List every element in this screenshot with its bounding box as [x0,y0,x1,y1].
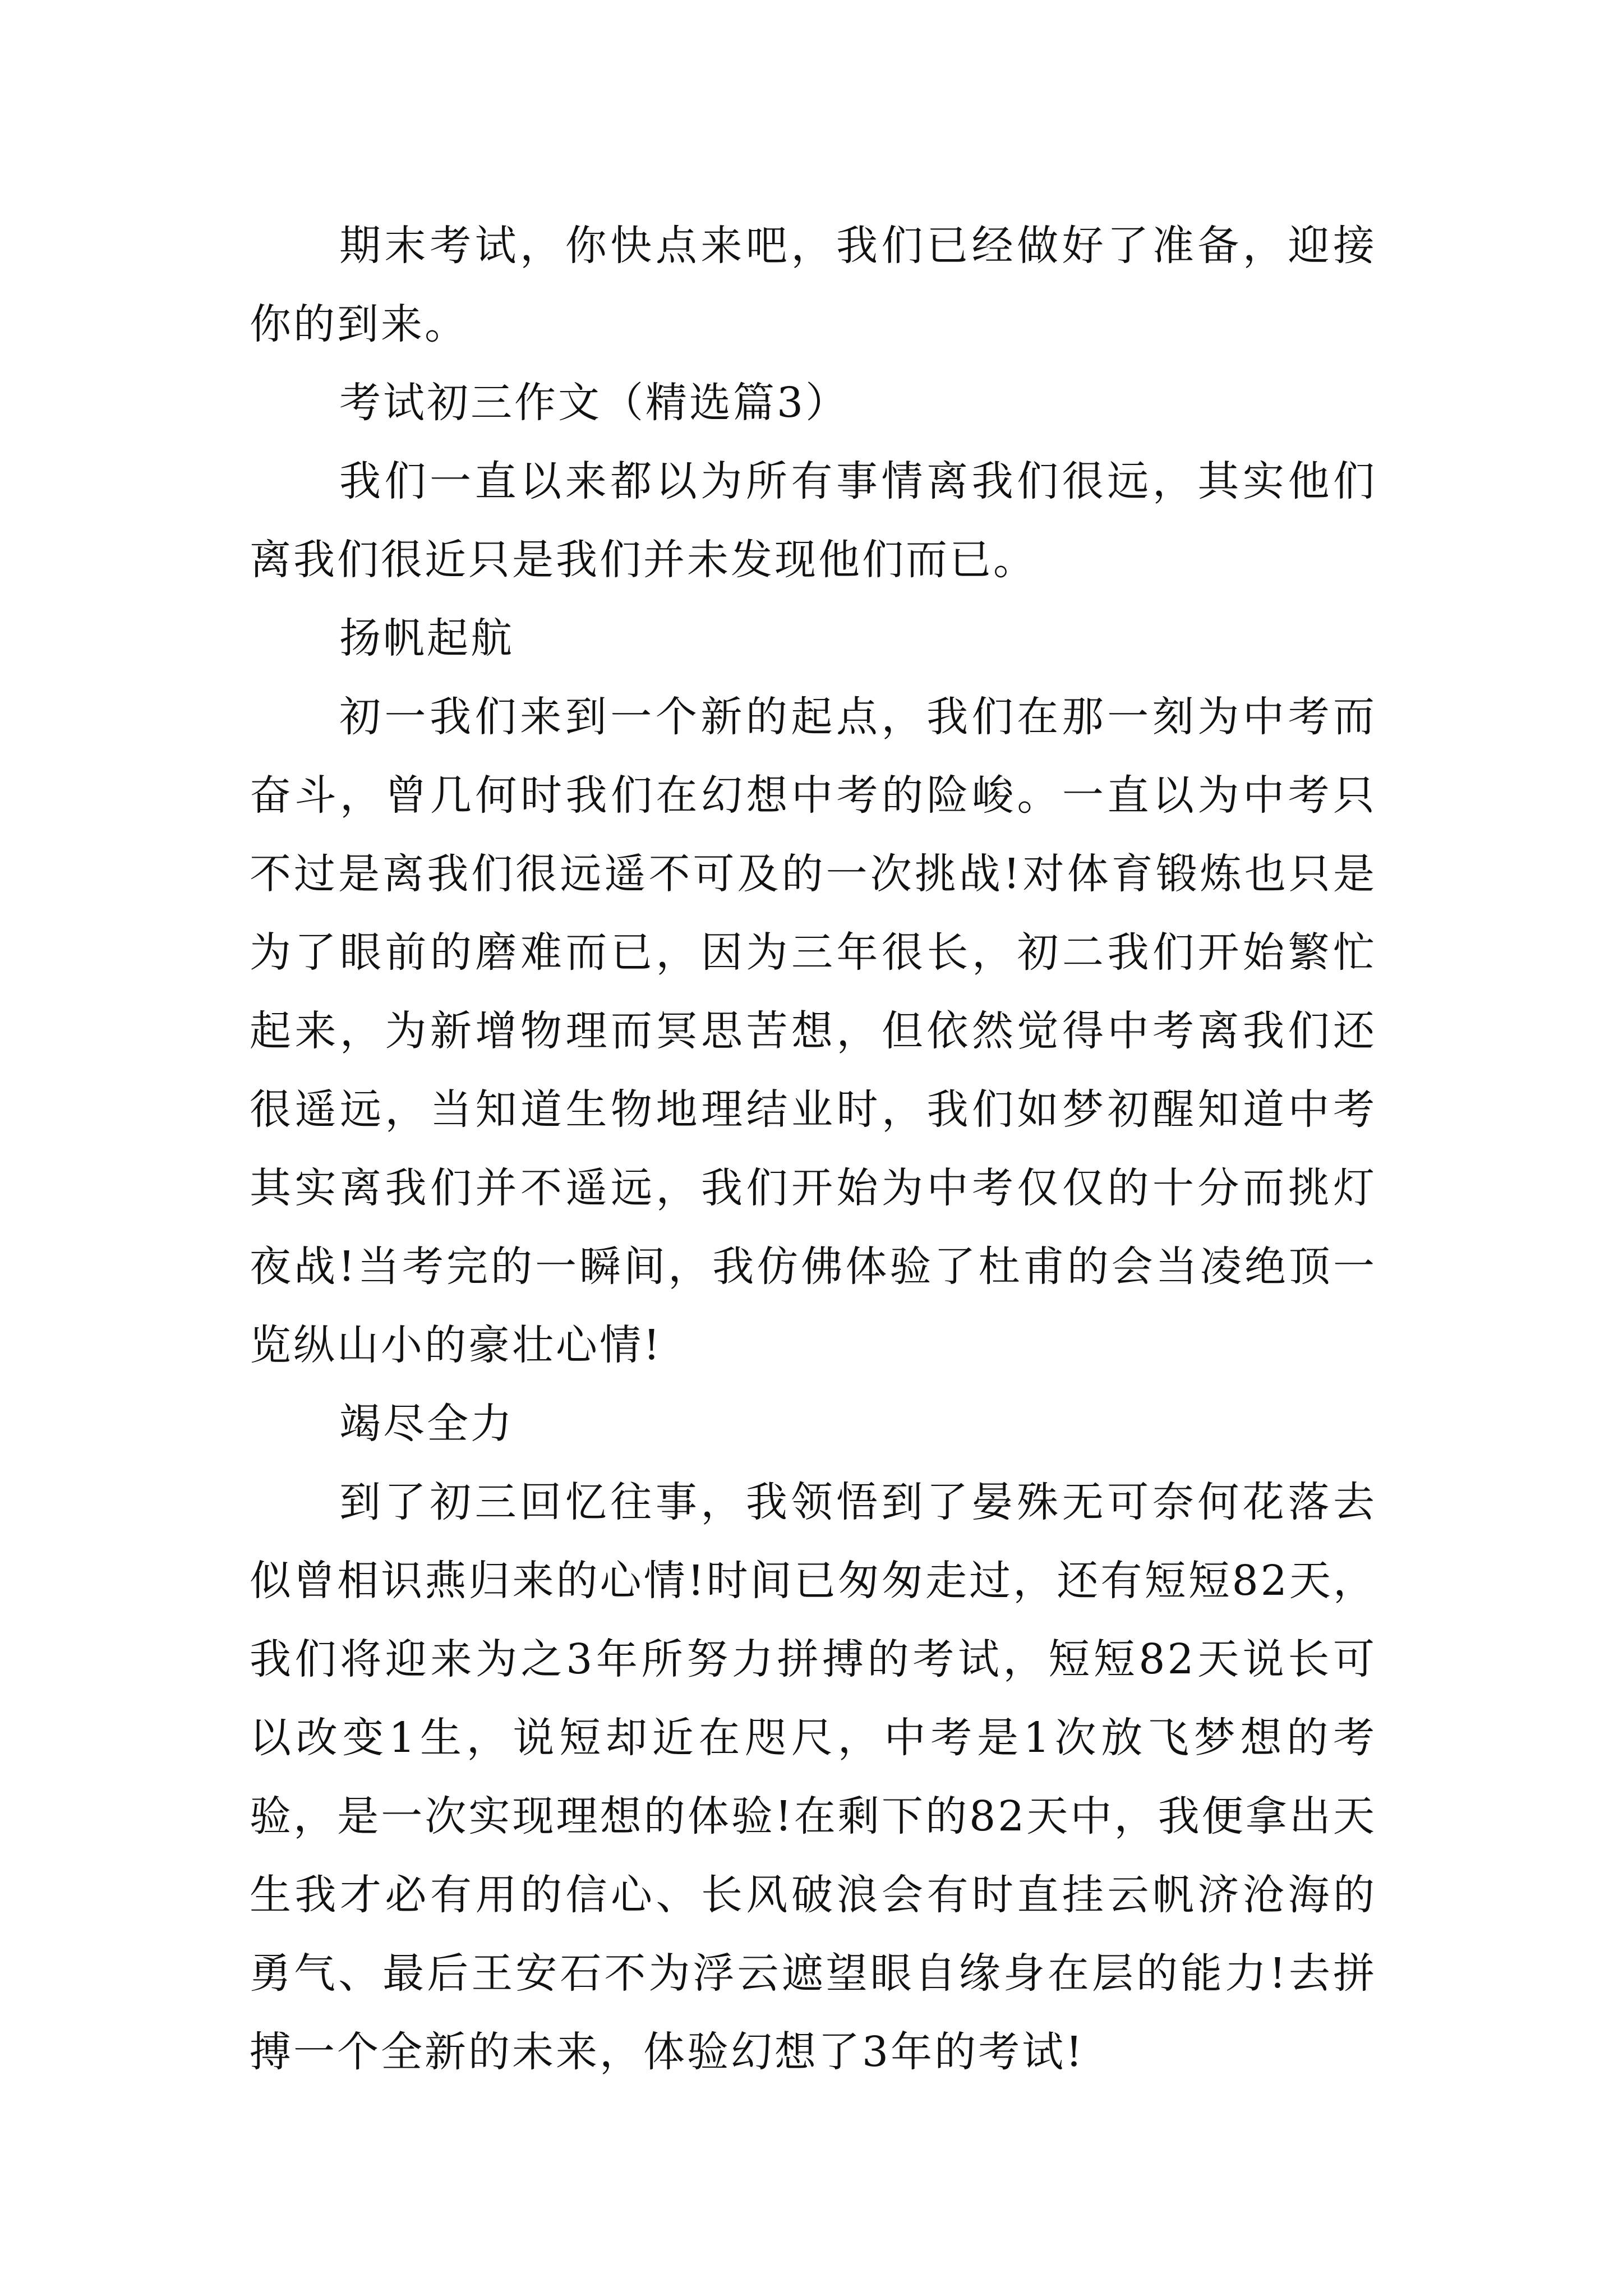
document-body [250,206,1377,2091]
paragraph-set-sail: 初一我们来到一个新的起点，我们在那一刻为中考而奋斗，曾几何时我们在幻想中考的险峻。一直以为中考只不过是离我们很远遥不可及的一次挑战!对体育锻炼也只是为了眼前的磨难而已，因为三年很长，初二我们开始繁忙起来，为新增物理而冥思苦想，但依然觉得中考离我们还很遥远，当知道生物地理结业时，我们如梦初醒知道中考其实离我们并不遥远，我们开始为中考仅仅的十分而挑灯夜战!当考完的一瞬间，我仿佛体验了杜甫的会当凌绝顶一览纵山小的豪壮心情! [250,693,1377,1369]
paragraph-intro: 我们一直以来都以为所有事情离我们很远，其实他们离我们很近只是我们并未发现他们而已。 [250,457,1377,584]
section-heading-all-out: 竭尽全力 [339,1400,514,1448]
essay-heading: 考试初三作文（精选篇3） [339,379,850,427]
section-heading-set-sail: 扬帆起航 [339,614,514,662]
paragraph-all-out: 到了初三回忆往事，我领悟到了晏殊无可奈何花落去似曾相识燕归来的心情!时间已匆匆走过，还有短短82天，我们将迎来为之3年所努力拼搏的考试，短短82天说长可以改变1生，说短却近在咫尺，中考是1次放飞梦想的考验，是一次实现理想的体验!在剩下的82天中，我便拿出天生我才必有用的信心、长风破浪会有时直挂云帆济沧海的勇气、最后王安石不为浮云遮望眼自缘身在层的能力!去拼搏一个全新的未来，体验幻想了3年的考试! [250,1478,1377,2076]
paragraph-closing: 期末考试，你快点来吧，我们已经做好了准备，迎接你的到来。 [250,222,1377,348]
